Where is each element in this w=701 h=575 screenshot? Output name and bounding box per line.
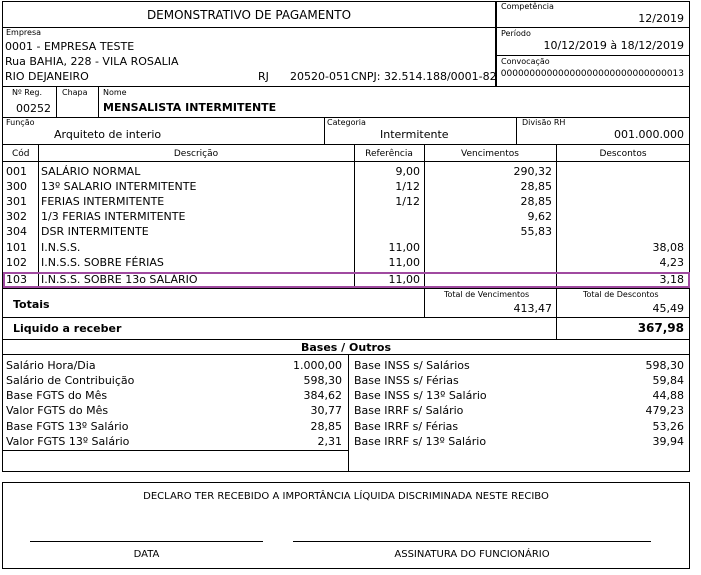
- signature-label: ASSINATURA DO FUNCIONÁRIO: [394, 549, 550, 560]
- table-row: [4, 240, 689, 255]
- cell-vencimentos: 9,62: [527, 210, 552, 223]
- cell-referencia: 1/12: [395, 180, 420, 193]
- total-descontos-value: 45,49: [652, 302, 684, 315]
- table-row: [4, 255, 689, 270]
- base-right-label: Base IRRF s/ Salário: [354, 404, 464, 417]
- base-right-value: 59,84: [652, 374, 684, 387]
- base-left-label: Valor FGTS 13º Salário: [6, 435, 130, 448]
- cell-cod: 103: [6, 273, 27, 286]
- date-label: DATA: [133, 549, 160, 560]
- document-title: DEMONSTRATIVO DE PAGAMENTO: [146, 8, 352, 22]
- periodo-label: Período: [501, 29, 531, 38]
- cell-referencia: 11,00: [388, 256, 420, 269]
- col-cod: Cód: [12, 149, 30, 159]
- base-right-value: 39,94: [652, 435, 684, 448]
- chapa-label: Chapa: [62, 88, 88, 97]
- liquido-value: 367,98: [637, 321, 684, 335]
- table-row: [4, 179, 689, 194]
- base-right-label: Base INSS s/ Salários: [354, 359, 470, 372]
- competencia-label: Competência: [501, 2, 554, 11]
- cell-descontos: 4,23: [659, 256, 684, 269]
- cell-vencimentos: 28,85: [520, 195, 552, 208]
- base-left-value: 2,31: [317, 435, 342, 448]
- date-line: [30, 541, 263, 542]
- funcao-value: Arquiteto de interio: [54, 128, 162, 141]
- base-right-value: 53,26: [652, 420, 684, 433]
- col-referencia: Referência: [365, 149, 413, 159]
- bases-row: [4, 434, 690, 449]
- cell-cod: 300: [6, 180, 27, 193]
- cell-descricao: FERIAS INTERMITENTE: [41, 195, 165, 208]
- base-right-value: 479,23: [645, 404, 684, 417]
- empresa-state: RJ: [258, 70, 269, 83]
- categoria-label: Categoria: [327, 118, 366, 127]
- cell-referencia: 11,00: [388, 241, 420, 254]
- divisao-label: Divisão RH: [522, 118, 566, 127]
- base-right-value: 598,30: [645, 359, 684, 372]
- cell-descontos: 3,18: [659, 273, 684, 286]
- cell-referencia: 11,00: [388, 273, 420, 286]
- base-right-label: Base IRRF s/ Férias: [354, 420, 459, 433]
- empresa-address: Rua BAHIA, 228 - VILA ROSALIA: [5, 55, 179, 68]
- signature-line: [293, 541, 651, 542]
- cell-vencimentos: 55,83: [520, 225, 552, 238]
- bases-row: [4, 419, 690, 434]
- total-vencimentos-label: Total de Vencimentos: [444, 290, 530, 299]
- base-left-value: 30,77: [310, 404, 342, 417]
- competencia-value: 12/2019: [638, 12, 684, 25]
- base-left-value: 598,30: [303, 374, 342, 387]
- base-right-label: Base INSS s/ 13º Salário: [354, 389, 487, 402]
- divisao-value: 001.000.000: [614, 128, 684, 141]
- empresa-city: RIO DEJANEIRO: [5, 70, 89, 83]
- reg-label: Nº Reg.: [12, 88, 43, 97]
- total-descontos-label: Total de Descontos: [583, 290, 659, 299]
- cell-descontos: 38,08: [652, 241, 684, 254]
- cell-vencimentos: 290,32: [513, 165, 552, 178]
- base-right-label: Base INSS s/ Férias: [354, 374, 459, 387]
- base-left-value: 384,62: [303, 389, 342, 402]
- cell-descricao: I.N.S.S.: [41, 241, 81, 254]
- receipt-declaration: DECLARO TER RECEBIDO A IMPORTÂNCIA LÍQUIDA DISCRIMINADA NESTE RECIBO: [143, 491, 549, 502]
- funcao-label: Função: [6, 118, 35, 127]
- reg-value: 00252: [16, 102, 51, 115]
- cell-cod: 101: [6, 241, 27, 254]
- empresa-name: 0001 - EMPRESA TESTE: [5, 40, 135, 53]
- bases-title: Bases / Outros: [300, 341, 391, 354]
- cell-descricao: 1/3 FERIAS INTERMITENTE: [41, 210, 186, 223]
- col-descontos: Descontos: [599, 149, 647, 159]
- convocacao-value: 00000000000000000000000000000013: [500, 69, 684, 79]
- base-left-label: Base FGTS 13º Salário: [6, 420, 129, 433]
- cell-referencia: 9,00: [395, 165, 420, 178]
- col-descricao: Descrição: [173, 149, 219, 159]
- cell-descricao: I.N.S.S. SOBRE 13o SALÁRIO: [41, 273, 198, 286]
- cell-cod: 302: [6, 210, 27, 223]
- totals-label: Totais: [13, 298, 50, 311]
- empresa-cep: 20520-051: [290, 70, 350, 83]
- cell-cod: 102: [6, 256, 27, 269]
- base-left-label: Valor FGTS do Mês: [6, 404, 109, 417]
- cell-cod: 001: [6, 165, 27, 178]
- nome-value: MENSALISTA INTERMITENTE: [103, 101, 277, 114]
- cell-descricao: SALÁRIO NORMAL: [41, 165, 141, 178]
- empresa-label: Empresa: [6, 28, 42, 37]
- table-row: [4, 224, 689, 239]
- nome-label: Nome: [103, 88, 127, 97]
- periodo-value: 10/12/2019 à 18/12/2019: [543, 39, 684, 52]
- cell-vencimentos: 28,85: [520, 180, 552, 193]
- bases-row: [4, 358, 690, 373]
- cell-cod: 301: [6, 195, 27, 208]
- categoria-value: Intermitente: [380, 128, 449, 141]
- cell-descricao: 13º SALARIO INTERMITENTE: [41, 180, 197, 193]
- total-vencimentos-value: 413,47: [513, 302, 552, 315]
- table-row: [4, 164, 689, 179]
- table-row: [4, 194, 689, 209]
- base-right-label: Base IRRF s/ 13º Salário: [354, 435, 487, 448]
- cell-descricao: I.N.S.S. SOBRE FÉRIAS: [41, 256, 164, 269]
- bases-row: [4, 373, 690, 388]
- base-left-value: 28,85: [310, 420, 342, 433]
- table-row: [4, 209, 689, 224]
- base-left-label: Salário Hora/Dia: [6, 359, 96, 372]
- cell-descricao: DSR INTERMITENTE: [41, 225, 149, 238]
- liquido-label: Liquido a receber: [13, 322, 122, 335]
- base-left-label: Base FGTS do Mês: [6, 389, 108, 402]
- bases-row: [4, 388, 690, 403]
- selected-row-highlight: [3, 272, 690, 288]
- base-left-value: 1.000,00: [293, 359, 342, 372]
- empresa-cnpj: CNPJ: 32.514.188/0001-82: [351, 70, 497, 83]
- convocacao-label: Convocação: [501, 57, 550, 66]
- base-right-value: 44,88: [652, 389, 684, 402]
- base-left-label: Salário de Contribuição: [6, 374, 135, 387]
- col-vencimentos: Vencimentos: [461, 149, 519, 159]
- cell-cod: 304: [6, 225, 27, 238]
- bases-row: [4, 403, 690, 418]
- cell-referencia: 1/12: [395, 195, 420, 208]
